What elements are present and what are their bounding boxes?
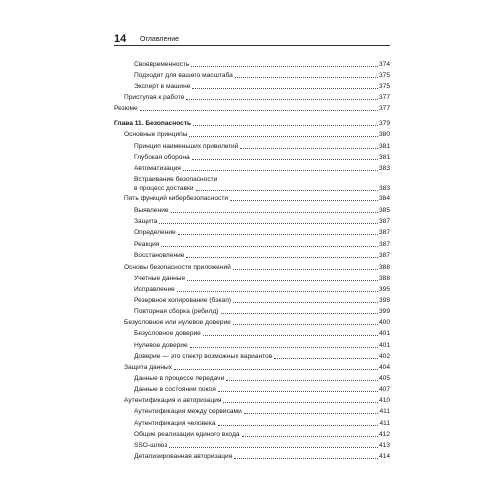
toc-entry-line1 [134,176,217,184]
toc-entry-page: 395 [378,286,390,293]
dot-leader [274,358,378,359]
dot-leader [230,200,378,201]
toc-entry[interactable] [134,83,390,91]
dot-leader [183,170,378,171]
toc-entry-title: Автоматизация [134,165,181,172]
toc-entry[interactable] [134,420,390,428]
toc-entry[interactable] [124,131,390,139]
toc-entry-title: Пять функций кибербезопасности [124,195,229,202]
toc-entry[interactable] [134,330,390,338]
dot-leader [233,269,378,270]
toc-entry-page: 383 [378,185,390,192]
dot-leader [234,458,378,459]
dot-leader [178,234,378,235]
toc-entry[interactable] [134,207,390,215]
toc-entry[interactable] [134,61,390,69]
dot-leader [193,125,378,126]
toc-entry[interactable] [134,165,390,173]
toc-entry-title: Основные принципы [124,131,188,138]
toc-entry-title: Нулевое доверие [134,342,188,349]
toc-entry-page: 398 [378,297,390,304]
toc-entry-title: Резервное копирование (бэкап) [134,297,232,304]
toc-entry-page: 383 [378,165,390,172]
toc-entry-title: Принцип наименьших привилегий [134,143,239,150]
dot-leader [235,77,378,78]
toc-entry-title: Данные в состоянии покоя [134,386,216,393]
toc-entry-title: Встраивание безопасности [134,176,218,183]
dot-leader [159,223,378,224]
dot-leader [223,402,378,403]
toc-entry[interactable] [134,143,390,151]
toc-entry-title: Подходит для вашего масштаба [134,72,233,79]
toc-entry-title: Приступая к работе [124,94,185,101]
toc-entry[interactable] [124,195,390,203]
toc-entry-title: Детализированная авторизация [134,453,233,460]
toc-entry-title: Аутентификация и авторизация [124,397,222,404]
toc-entry-title: Своевременность [134,61,190,68]
toc-entry-title: Безусловное доверие [134,330,201,337]
toc-entry-page: 380 [378,131,390,138]
toc-entry-page: 404 [378,364,390,371]
toc-entry[interactable] [134,408,390,416]
dot-leader [169,447,378,448]
toc-entry-page: 379 [378,120,390,127]
toc-entry-page: 401 [378,342,390,349]
dot-leader [192,88,378,89]
toc-entry-page: 387 [378,252,390,259]
dot-leader [196,190,378,191]
toc-entry-title: Безусловное или нулевое доверие [124,319,231,326]
toc-entry-page: 375 [378,72,390,79]
toc-entry[interactable] [134,252,390,260]
toc-entry-title: Выявление [134,207,169,214]
toc-entry-title: Глубокая оборона [134,154,190,161]
toc-entry[interactable] [134,386,390,394]
toc-entry[interactable] [134,353,390,361]
toc-entry[interactable] [114,105,390,113]
toc-entry[interactable] [134,375,390,383]
toc-entry-title: Эксперт в машине [134,83,191,90]
running-head: Оглавление [140,36,180,43]
dot-leader [174,369,378,370]
toc-entry-page: 413 [378,442,390,449]
dot-leader [244,413,379,414]
page-number: 14 [114,33,127,45]
toc-entry[interactable] [124,94,390,102]
toc-entry-page: 412 [378,431,390,438]
toc-chapter-entry[interactable] [114,120,390,128]
toc-entry[interactable] [124,319,390,327]
toc-entry[interactable] [134,154,390,162]
toc-entry-title: Аутентификация между сервисами [134,408,242,415]
toc-entry-page: 405 [378,375,390,382]
toc-entry-page: 388 [378,275,390,282]
toc-entry-page: 384 [378,195,390,202]
toc-entry-page: 385 [378,207,390,214]
toc-entry-page: 388 [378,264,390,271]
toc-entry-title: Определение [134,229,176,236]
toc-entry-title: Основы безопасности приложений [124,264,231,271]
toc-entry[interactable] [134,218,390,226]
toc-entry-title: Защита данных [124,364,173,371]
toc-entry[interactable] [124,264,390,272]
toc-entry-page: 399 [378,308,390,315]
toc-entry-page: 375 [378,83,390,90]
dot-leader [218,391,378,392]
toc-entry-title: Данные в процессе передачи [134,375,225,382]
dot-leader [177,291,378,292]
toc-entry[interactable] [134,229,390,237]
dot-leader [240,148,378,149]
toc-entry-page: 374 [378,61,390,68]
toc-entry[interactable] [124,397,390,405]
toc-entry[interactable] [134,297,390,305]
toc-entry-title: Глава 11. Безопасность [114,120,192,127]
toc-entry-page: 411 [379,408,390,415]
toc-entry[interactable] [134,453,390,461]
toc-entry-title: Доверие — это спектр возможных вариантов [134,353,273,360]
toc-entry[interactable] [134,442,390,450]
toc-entry-page: 414 [378,453,390,460]
dot-leader [233,324,378,325]
dot-leader [233,302,378,303]
toc-entry[interactable] [134,185,390,193]
toc-entry-title: в процесс доставки [134,185,194,192]
toc-entry-title: SSO-шлюз [134,442,168,449]
toc-entry-page: 377 [378,94,390,101]
dot-leader [140,110,378,111]
toc-entry-page: 407 [378,386,390,393]
toc-entry[interactable] [134,431,390,439]
dot-leader [190,347,378,348]
dot-leader [242,436,378,437]
toc-entry-page: 377 [378,105,390,112]
toc-entry-page: 381 [378,154,390,161]
dot-leader [221,313,378,314]
toc-entry-title: Аутентификация человека [134,420,216,427]
toc-entry-title: Резюме [114,105,138,112]
toc-entry[interactable] [134,72,390,80]
toc-entry-page: 401 [378,330,390,337]
dot-leader [218,425,379,426]
dot-leader [186,257,378,258]
toc-entry[interactable] [134,241,390,249]
toc-entry-page: 381 [378,143,390,150]
toc-entry-page: 387 [378,241,390,248]
toc-entry-page: 400 [378,319,390,326]
toc-entry-title: Исправление [134,286,175,293]
toc-entry-title: Защита [134,218,158,225]
toc-entry-title: Общие реализации единого входа [134,431,240,438]
toc-entry[interactable] [124,364,390,372]
toc-entry-title: Повторная сборка (ребилд) [134,308,219,315]
dot-leader [189,136,378,137]
toc-entry[interactable] [134,308,390,316]
dot-leader [203,335,378,336]
dot-leader [186,99,378,100]
toc-entry[interactable] [134,342,390,350]
dot-leader [171,212,378,213]
toc-entry-page: 387 [378,229,390,236]
toc-entry-title: Реакция [134,241,160,248]
dot-leader [187,280,378,281]
dot-leader [226,380,378,381]
toc-entry-page: 411 [379,420,390,427]
toc-entry-page: 387 [378,218,390,225]
toc-entry[interactable] [134,275,390,283]
toc-entry-title: Учетные данные [134,275,186,282]
dot-leader [192,159,378,160]
dot-leader [191,66,378,67]
toc-entry-page: 402 [378,353,390,360]
dot-leader [161,246,378,247]
toc-entry[interactable] [134,286,390,294]
toc-entry-page: 410 [378,397,390,404]
toc-entry-title: Восстановление [134,252,185,259]
